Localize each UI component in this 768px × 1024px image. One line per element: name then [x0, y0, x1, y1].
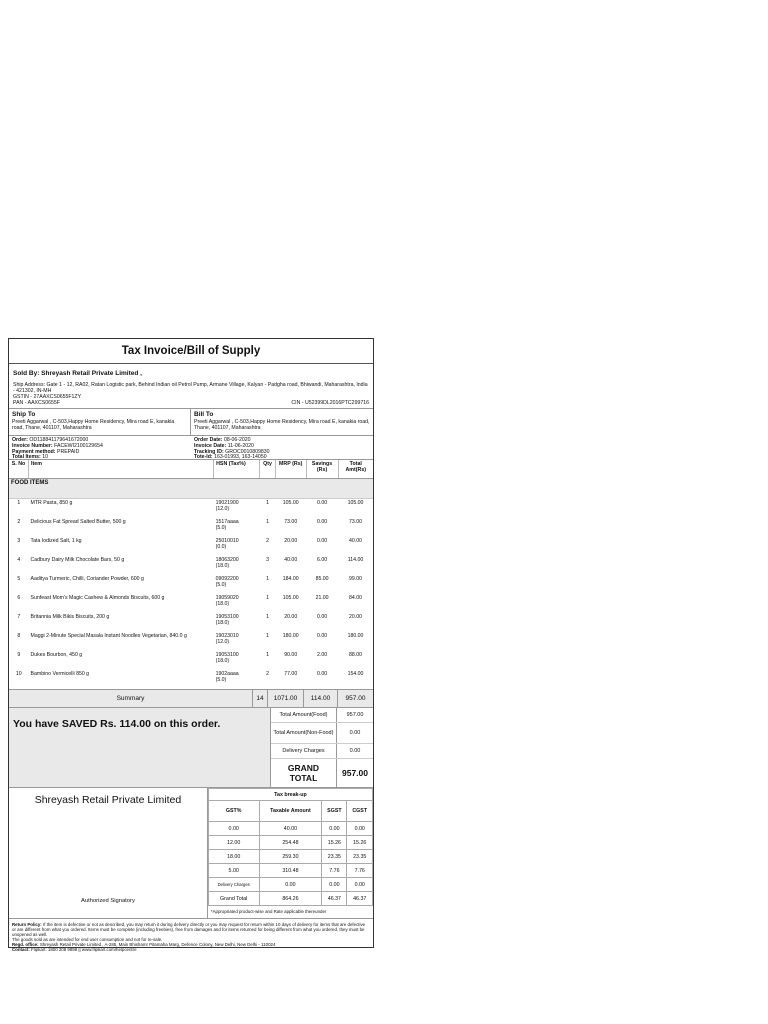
col-savings: Savings (Rs) — [306, 460, 338, 479]
address-section — [9, 409, 373, 436]
total-label: Total Amount(Food) — [271, 708, 337, 722]
item-total: 84.00 — [349, 595, 362, 601]
category-row — [9, 479, 373, 499]
tax-row — [208, 822, 372, 836]
item-name: MTR Pasta, 850 g — [30, 500, 73, 506]
ship-to-label: Ship To — [12, 411, 36, 418]
item-mrp: 20.00 — [284, 538, 298, 544]
tax-cell: 23.35 — [347, 850, 373, 864]
tax-cell: 12.00 — [208, 836, 259, 850]
tax-cell: 46.37 — [322, 892, 347, 906]
item-hsn — [214, 594, 260, 613]
item-savings: 0.00 — [317, 614, 328, 620]
item-qty: 1 — [266, 500, 270, 506]
total-label: Delivery Charges — [271, 744, 337, 758]
tax-row — [208, 864, 372, 878]
tax-note: *Appropriated product-wise and Rate applicable thereunder — [210, 909, 327, 914]
tax-cell: 0.00 — [322, 878, 347, 892]
col-qty: Qty — [260, 460, 275, 479]
regd-office-label: Regd. office: — [12, 942, 39, 947]
tax-breakup — [207, 788, 373, 918]
total-label: Total Amount(Non-Food) — [271, 723, 337, 743]
tax-cell: Grand Total — [208, 892, 259, 906]
tax-cell: 15.26 — [347, 836, 373, 850]
col-item: Item — [29, 460, 214, 479]
tax-cell: Delivery Charges — [208, 878, 259, 892]
invoice — [8, 338, 374, 952]
tax-cell: 0.00 — [347, 822, 373, 836]
item-hsn — [214, 518, 260, 537]
item-hsn-code: 19059020 — [215, 595, 239, 601]
order-value: GROC0010809830 — [225, 448, 270, 455]
item-qty: 1 — [266, 652, 270, 658]
item-name: Bambino Vermicelli 850 g — [30, 671, 90, 677]
item-mrp: 40.00 — [284, 557, 298, 563]
tax-cell: 0.00 — [208, 822, 259, 836]
sold-by: Sold By: Shreyash Retail Private Limited , — [13, 370, 142, 377]
order-value: 10 — [42, 454, 48, 461]
order-key: Total Items: — [12, 454, 41, 461]
invoice-title: Tax Invoice/Bill of Supply — [9, 339, 373, 364]
pan: PAN - AAXCS0655F — [13, 400, 60, 406]
grand-total-label: GRAND TOTAL — [271, 759, 337, 787]
order-key: Tote-Id: — [194, 454, 213, 461]
tax-cell: 7.76 — [347, 864, 373, 878]
item-sno: 9 — [17, 652, 21, 658]
item-savings: 21.00 — [315, 595, 329, 601]
tax-cell: 0.00 — [259, 878, 322, 892]
summary-savings: 114.00 — [304, 690, 338, 707]
lower-section — [9, 788, 373, 919]
item-mrp: 105.00 — [282, 595, 299, 601]
seller-section — [9, 364, 373, 409]
total-value: 0.00 — [349, 748, 361, 754]
item-sno: 2 — [17, 519, 21, 525]
item-hsn — [214, 613, 260, 632]
item-name: Maggi 2-Minute Special Masala Instant Noodles Vegetarian, 840.0 g — [30, 633, 187, 639]
summary-total: 957.00 — [345, 695, 366, 702]
tax-col-taxable: Taxable Amount — [259, 801, 322, 822]
item-total: 20.00 — [349, 614, 362, 620]
tax-cell: 40.00 — [259, 822, 322, 836]
tax-table — [208, 788, 373, 906]
item-mrp: 77.00 — [284, 671, 298, 677]
tax-col-cgst: CGST — [347, 801, 373, 822]
item-name: Cadbury Dairy Milk Chocolate Bars, 50 g — [30, 557, 125, 563]
item-sno: 8 — [17, 633, 21, 639]
authorized-signatory: Authorized Signatory — [81, 898, 135, 904]
table-row — [9, 632, 373, 651]
order-value: 11-06-2020 — [227, 442, 254, 449]
item-savings: 0.00 — [317, 538, 328, 544]
item-hsn — [214, 537, 260, 556]
item-qty: 1 — [266, 519, 270, 525]
item-sno: 4 — [17, 557, 21, 563]
item-savings: 0.00 — [317, 500, 328, 506]
total-value: 0.00 — [349, 730, 361, 736]
order-info-right — [191, 437, 373, 461]
tax-cell: 18.00 — [208, 850, 259, 864]
item-savings: 2.00 — [317, 652, 328, 658]
item-mrp: 184.00 — [282, 576, 299, 582]
order-info-left — [9, 437, 191, 461]
gstin: GSTIN - 27AAXCS0655F1ZY — [13, 394, 82, 400]
item-sno: 7 — [17, 614, 21, 620]
order-value: PREPAID — [56, 448, 80, 455]
ship-address: Ship Address: Gate 1 - 12, RA02, Ratan Logistic park, Behind Indian oil Petrol Pump, Armane Village, Kalyan - Padgha road, Bhiwandi, Maharashtra, India - 421302, IN-MH — [13, 382, 368, 394]
item-tax-rate: (12.0) — [215, 506, 230, 512]
item-name: Sunfeast Mom's Magic Cashew & Almonds Biscuits, 600 g — [30, 595, 165, 601]
item-sno: 10 — [15, 671, 22, 677]
table-row — [9, 575, 373, 594]
item-mrp: 20.00 — [284, 614, 298, 620]
item-hsn — [214, 556, 260, 575]
item-name: Dukes Bourbon, 450 g — [30, 652, 83, 658]
cin: CIN - U52399DL2016PTC299716 — [291, 400, 369, 406]
item-tax-rate: (5.0) — [215, 525, 227, 531]
item-hsn — [214, 632, 260, 651]
item-hsn-code: 18063200 — [215, 557, 239, 563]
item-name: Aaditya Turmeric, Chilli, Coriander Powder, 600 g — [30, 576, 144, 582]
regd-office-text: Shreyash Retail Private Limited , A-285, Main Bhishamr Pitamaha Marg, Defence Colony, New Delhi, New Delhi - 110024 — [39, 942, 276, 947]
item-hsn — [214, 575, 260, 594]
contact-label: Contact: — [12, 947, 30, 952]
order-value: 08-06-2020 — [224, 437, 251, 443]
order-key: Invoice Date: — [194, 442, 227, 449]
item-mrp: 105.00 — [282, 500, 299, 506]
tax-cell: 23.35 — [322, 850, 347, 864]
tax-cell: 5.00 — [208, 864, 259, 878]
table-row — [9, 594, 373, 613]
items-table — [9, 460, 373, 689]
contact-text: Flipkart: 1800 208 9898 || www.flipkart.com/helpcentre — [31, 947, 137, 952]
item-tax-rate: (0.0) — [215, 544, 227, 550]
tax-row — [208, 850, 372, 864]
total-row — [271, 744, 373, 759]
tax-cell: 7.76 — [322, 864, 347, 878]
table-row — [9, 651, 373, 670]
col-total: Total Amt(Rs) — [338, 460, 373, 479]
item-total: 114.00 — [347, 557, 364, 563]
table-row — [9, 670, 373, 689]
table-row — [9, 556, 373, 575]
total-row — [271, 708, 373, 723]
order-key: Payment method: — [12, 448, 56, 455]
item-hsn-code: 19053100 — [215, 614, 239, 620]
tax-col-gst: GST% — [208, 801, 259, 822]
order-info — [9, 436, 373, 460]
totals-box — [270, 708, 373, 787]
item-savings: 85.00 — [315, 576, 329, 582]
item-hsn-code: 09092200 — [215, 576, 239, 582]
summary-label: Summary — [9, 690, 253, 707]
item-savings: 6.00 — [317, 557, 328, 563]
item-qty: 1 — [266, 633, 270, 639]
item-tax-rate: (18.0) — [215, 601, 230, 607]
saved-message: You have SAVED Rs. 114.00 on this order. — [9, 708, 270, 787]
total-value: 957.00 — [346, 712, 364, 718]
item-total: 99.00 — [349, 576, 362, 582]
item-tax-rate: (12.0) — [215, 639, 230, 645]
bill-to — [191, 409, 373, 435]
tax-cell: 0.00 — [347, 878, 373, 892]
item-sno: 6 — [17, 595, 21, 601]
order-value: FACEWI2100129654 — [54, 442, 103, 449]
item-total: 105.00 — [347, 500, 364, 506]
tax-cell: 46.37 — [347, 892, 373, 906]
ship-to — [9, 409, 191, 435]
item-mrp: 73.00 — [284, 519, 298, 525]
tax-title: Tax break-up — [208, 789, 372, 801]
tax-col-sgst: SGST — [322, 801, 347, 822]
order-value: 163-01993, 163-14050 — [214, 454, 267, 461]
tax-cell: 15.26 — [322, 836, 347, 850]
tax-row — [208, 892, 372, 906]
item-savings: 0.00 — [317, 519, 328, 525]
item-total: 154.00 — [347, 671, 364, 677]
item-tax-rate: (18.0) — [215, 563, 230, 569]
return-policy-label: Return Policy: — [12, 922, 42, 927]
item-qty: 2 — [266, 538, 270, 544]
item-mrp: 180.00 — [282, 633, 299, 639]
item-sno: 1 — [17, 500, 21, 506]
bill-to-label: Bill To — [194, 411, 214, 418]
item-qty: 1 — [266, 614, 270, 620]
order-value: OD118841179641672000 — [29, 437, 89, 443]
item-sno: 5 — [17, 576, 21, 582]
table-row — [9, 499, 373, 519]
col-mrp: MRP (Rs) — [275, 460, 306, 479]
item-total: 180.00 — [347, 633, 364, 639]
grand-total-value: 957.00 — [342, 768, 368, 778]
order-key: Invoice Number: — [12, 442, 53, 449]
item-qty: 1 — [266, 595, 270, 601]
item-hsn-code: 19023010 — [215, 633, 239, 639]
items-header-row — [9, 460, 373, 479]
item-hsn-code: 1517aaaa — [215, 519, 239, 525]
goods-text: The goods sold as are intended for end user consumption and not for re-sale. — [12, 937, 163, 942]
tax-row — [208, 878, 372, 892]
summary-qty: 14 — [253, 690, 268, 707]
item-mrp: 90.00 — [284, 652, 298, 658]
order-key: Order: — [12, 437, 28, 443]
item-hsn-code: 25010010 — [215, 538, 239, 544]
item-savings: 0.00 — [317, 633, 328, 639]
item-hsn — [214, 670, 260, 689]
item-tax-rate: (18.0) — [215, 620, 230, 626]
item-hsn-code: 19021900 — [215, 500, 239, 506]
col-sno: S. No — [9, 460, 29, 479]
item-tax-rate: (5.0) — [215, 582, 227, 588]
order-key: Tracking ID: — [194, 448, 224, 455]
tax-header-row — [208, 801, 372, 822]
table-row — [9, 613, 373, 632]
item-total: 73.00 — [349, 519, 362, 525]
item-name: Tata Iodized Salt, 1 kg — [30, 538, 82, 544]
summary-mrp: 1071.00 — [268, 690, 304, 707]
item-sno: 3 — [17, 538, 21, 544]
item-savings: 0.00 — [317, 671, 328, 677]
ship-to-address: Preeti Aggarwal , C-503,Happy Home Residency, Mira road E, kanakia road, Thane, 401107, Maharashtra — [12, 419, 175, 431]
item-hsn-code: 1902aaaa — [215, 671, 239, 677]
bill-to-address: Preeti Aggarwal , C-503,Happy Home Residency, Mira road E, kanakia road, Thane, 401107, Maharashtra — [194, 419, 370, 431]
category-label: FOOD ITEMS — [9, 479, 373, 499]
item-hsn — [214, 651, 260, 670]
grand-total-row — [271, 759, 373, 787]
tax-cell: 259.30 — [259, 850, 322, 864]
saved-section — [9, 708, 373, 788]
tax-cell: 254.48 — [259, 836, 322, 850]
item-name: Britannia Milk Bikis Biscuits, 200 g — [30, 614, 110, 620]
total-row — [271, 723, 373, 744]
company-name: Shreyash Retail Private Limited — [34, 794, 182, 806]
item-tax-rate: (18.0) — [215, 658, 230, 664]
summary-row — [9, 689, 373, 708]
tax-cell: 0.00 — [322, 822, 347, 836]
table-row — [9, 518, 373, 537]
item-qty: 3 — [266, 557, 270, 563]
item-qty: 2 — [266, 671, 270, 677]
item-total: 40.00 — [349, 538, 362, 544]
return-policy-text: If the item is defective or not as described, you may return it during delivery directly or you may request for return within 10 days of delivery for items that are defective or are different from what you ordered. Items must be complete (including freebies), free from damages and for items returned for being different from what you ordered, they must be unopened as well. — [12, 922, 366, 937]
item-total: 88.00 — [349, 652, 362, 658]
table-row — [9, 537, 373, 556]
order-key: Order Date: — [194, 437, 223, 443]
col-hsn: HSN (Tax%) — [214, 460, 260, 479]
company-block — [9, 788, 207, 918]
footer — [9, 919, 373, 955]
item-tax-rate: (5.0) — [215, 677, 227, 683]
item-qty: 1 — [266, 576, 270, 582]
item-name: Delicious Fat Spread Salted Butter, 500 g — [30, 519, 126, 525]
tax-cell: 310.48 — [259, 864, 322, 878]
tax-row — [208, 836, 372, 850]
item-hsn-code: 19053100 — [215, 652, 239, 658]
item-hsn — [214, 499, 260, 519]
tax-cell: 864.26 — [259, 892, 322, 906]
